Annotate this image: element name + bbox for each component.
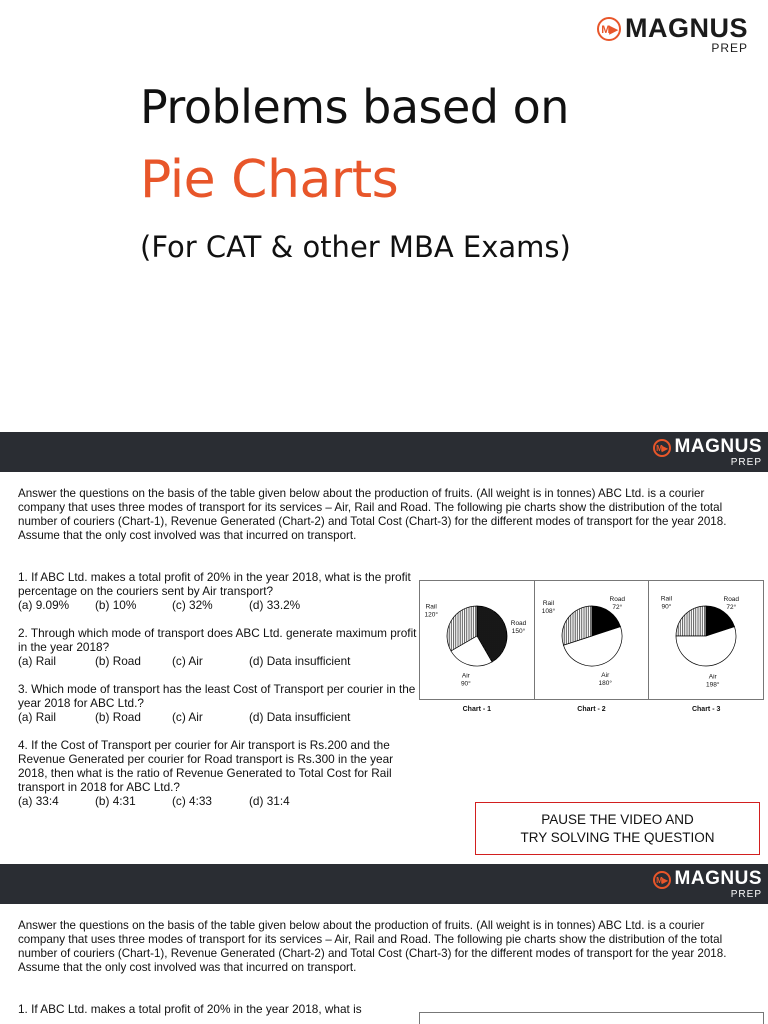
pie-value-road: 72° (612, 604, 622, 612)
pie-slice-rail (676, 606, 706, 636)
pie-value-air: 198° (706, 681, 720, 689)
pie-value-rail: 120° (424, 611, 438, 619)
pie-chart-1 (420, 581, 535, 713)
option-b: (b) Road (95, 654, 141, 668)
question-slide (0, 432, 768, 864)
option-b: (b) 4:31 (95, 794, 136, 808)
chart-caption: Chart - 2 (577, 706, 606, 713)
question-options (18, 654, 418, 668)
pie-label-road: Road (723, 596, 740, 604)
question-options (18, 598, 418, 612)
option-c: (c) Air (172, 710, 203, 724)
option-c: (c) 32% (172, 598, 213, 612)
question-text: 1. If ABC Ltd. makes a total profit of 20% in the year 2018, what is the profit percentage on the couriers sent by Air transport? (18, 570, 411, 598)
logo-sub: PREP (711, 41, 748, 55)
question-3 (18, 682, 418, 724)
question-list (18, 1002, 418, 1016)
pause-line-2: TRY SOLVING THE QUESTION (520, 829, 715, 845)
logo-mark-icon: M▶ (653, 439, 671, 457)
slide-header-bar (0, 864, 768, 904)
pie-value-road: 72° (726, 604, 737, 612)
option-d: (d) 31:4 (249, 794, 290, 808)
chart-caption: Chart - 1 (462, 706, 492, 713)
magnus-prep-logo (597, 14, 748, 55)
pie-value-rail: 90° (661, 603, 672, 611)
chart-caption: Chart - 3 (691, 706, 721, 713)
title-line-2: Pie Charts (140, 150, 399, 210)
question-intro: Answer the questions on the basis of the table given below about the production of fruits. (All weight is in tonnes) ABC Ltd. is a courier company that uses three modes of transport for its services – Air, Rail and Road. The following pie charts show the distribution of the total number of couriers (Chart-1), Revenue Generated (Chart-2) and Total Cost (Chart-3) for the different modes of transport for the year 2018. Assume that the only cost involved was that incurred on transport. (18, 919, 727, 974)
option-c: (c) 4:33 (172, 794, 212, 808)
pie-charts-panel-partial (419, 1012, 764, 1024)
question-slide-repeat (0, 864, 768, 1024)
magnus-prep-logo-small (653, 437, 762, 468)
pie-label-rail: Rail (425, 603, 437, 611)
option-a: (a) 33:4 (18, 794, 59, 808)
slide-header-bar (0, 432, 768, 472)
question-options (18, 794, 418, 808)
pie-label-rail: Rail (542, 600, 554, 608)
option-b: (b) Road (95, 710, 141, 724)
pie-label-road: Road (609, 596, 625, 604)
question-4 (18, 738, 418, 808)
question-text: 2. Through which mode of transport does ABC Ltd. generate maximum profit in the year 2018? (18, 626, 417, 654)
question-1 (18, 570, 418, 612)
option-a: (a) Rail (18, 710, 57, 724)
question-list (18, 570, 418, 822)
pie-label-air: Air (600, 671, 609, 679)
option-c: (c) Air (172, 654, 203, 668)
question-options (18, 710, 418, 724)
logo-sub: PREP (730, 457, 762, 468)
pie-chart-3 (649, 581, 763, 713)
question-text: 1. If ABC Ltd. makes a total profit of 20% in the year 2018, what is (18, 1002, 362, 1016)
logo-brand: MAGNUS (674, 436, 762, 457)
pie-value-rail: 108° (541, 608, 555, 616)
pie-value-road: 150° (511, 627, 526, 635)
title-slide (0, 0, 768, 432)
pie-label-rail: Rail (661, 595, 673, 603)
pie-label-road: Road (510, 619, 527, 627)
question-2 (18, 626, 418, 668)
option-b: (b) 10% (95, 598, 137, 612)
pause-line-1: PAUSE THE VIDEO AND (541, 811, 694, 827)
pause-video-notice (475, 802, 760, 855)
logo-mark-icon: M▶ (653, 871, 671, 889)
magnus-prep-logo-small (653, 869, 762, 900)
question-intro: Answer the questions on the basis of the table given below about the production of fruits. (All weight is in tonnes) ABC Ltd. is a courier company that uses three modes of transport for its services – Air, Rail and Road. The following pie charts show the distribution of the total number of couriers (Chart-1), Revenue Generated (Chart-2) and Total Cost (Chart-3) for the different modes of transport for the year 2018. Assume that the only cost involved was that incurred on transport. (18, 487, 727, 542)
pie-label-air: Air (461, 672, 470, 680)
pie-label-air: Air (709, 673, 718, 681)
pie-value-air: 90° (460, 680, 471, 688)
option-d: (d) Data insufficient (249, 710, 351, 724)
title-line-3: (For CAT & other MBA Exams) (140, 230, 571, 264)
title-line-1: Problems based on (140, 80, 569, 134)
pie-value-air: 180° (598, 679, 612, 687)
option-a: (a) Rail (18, 654, 57, 668)
option-d: (d) 33.2% (249, 598, 301, 612)
question-text: 4. If the Cost of Transport per courier for Air transport is Rs.200 and the Revenue Generated per courier for Road transport is Rs.300 in the year 2018, then what is the ratio of Revenue Generated to Total Cost for Rail transport in 2018 for ABC Ltd.? (18, 738, 394, 794)
logo-sub: PREP (730, 889, 762, 900)
logo-brand: MAGNUS (625, 13, 748, 43)
logo-brand: MAGNUS (674, 868, 762, 889)
pie-chart-2 (535, 581, 650, 713)
option-a: (a) 9.09% (18, 598, 70, 612)
pie-charts-panel (419, 580, 764, 713)
option-d: (d) Data insufficient (249, 654, 351, 668)
question-text: 3. Which mode of transport has the least Cost of Transport per courier in the year 2018 for ABC Ltd.? (18, 682, 416, 710)
logo-mark-icon: M▶ (597, 17, 621, 41)
